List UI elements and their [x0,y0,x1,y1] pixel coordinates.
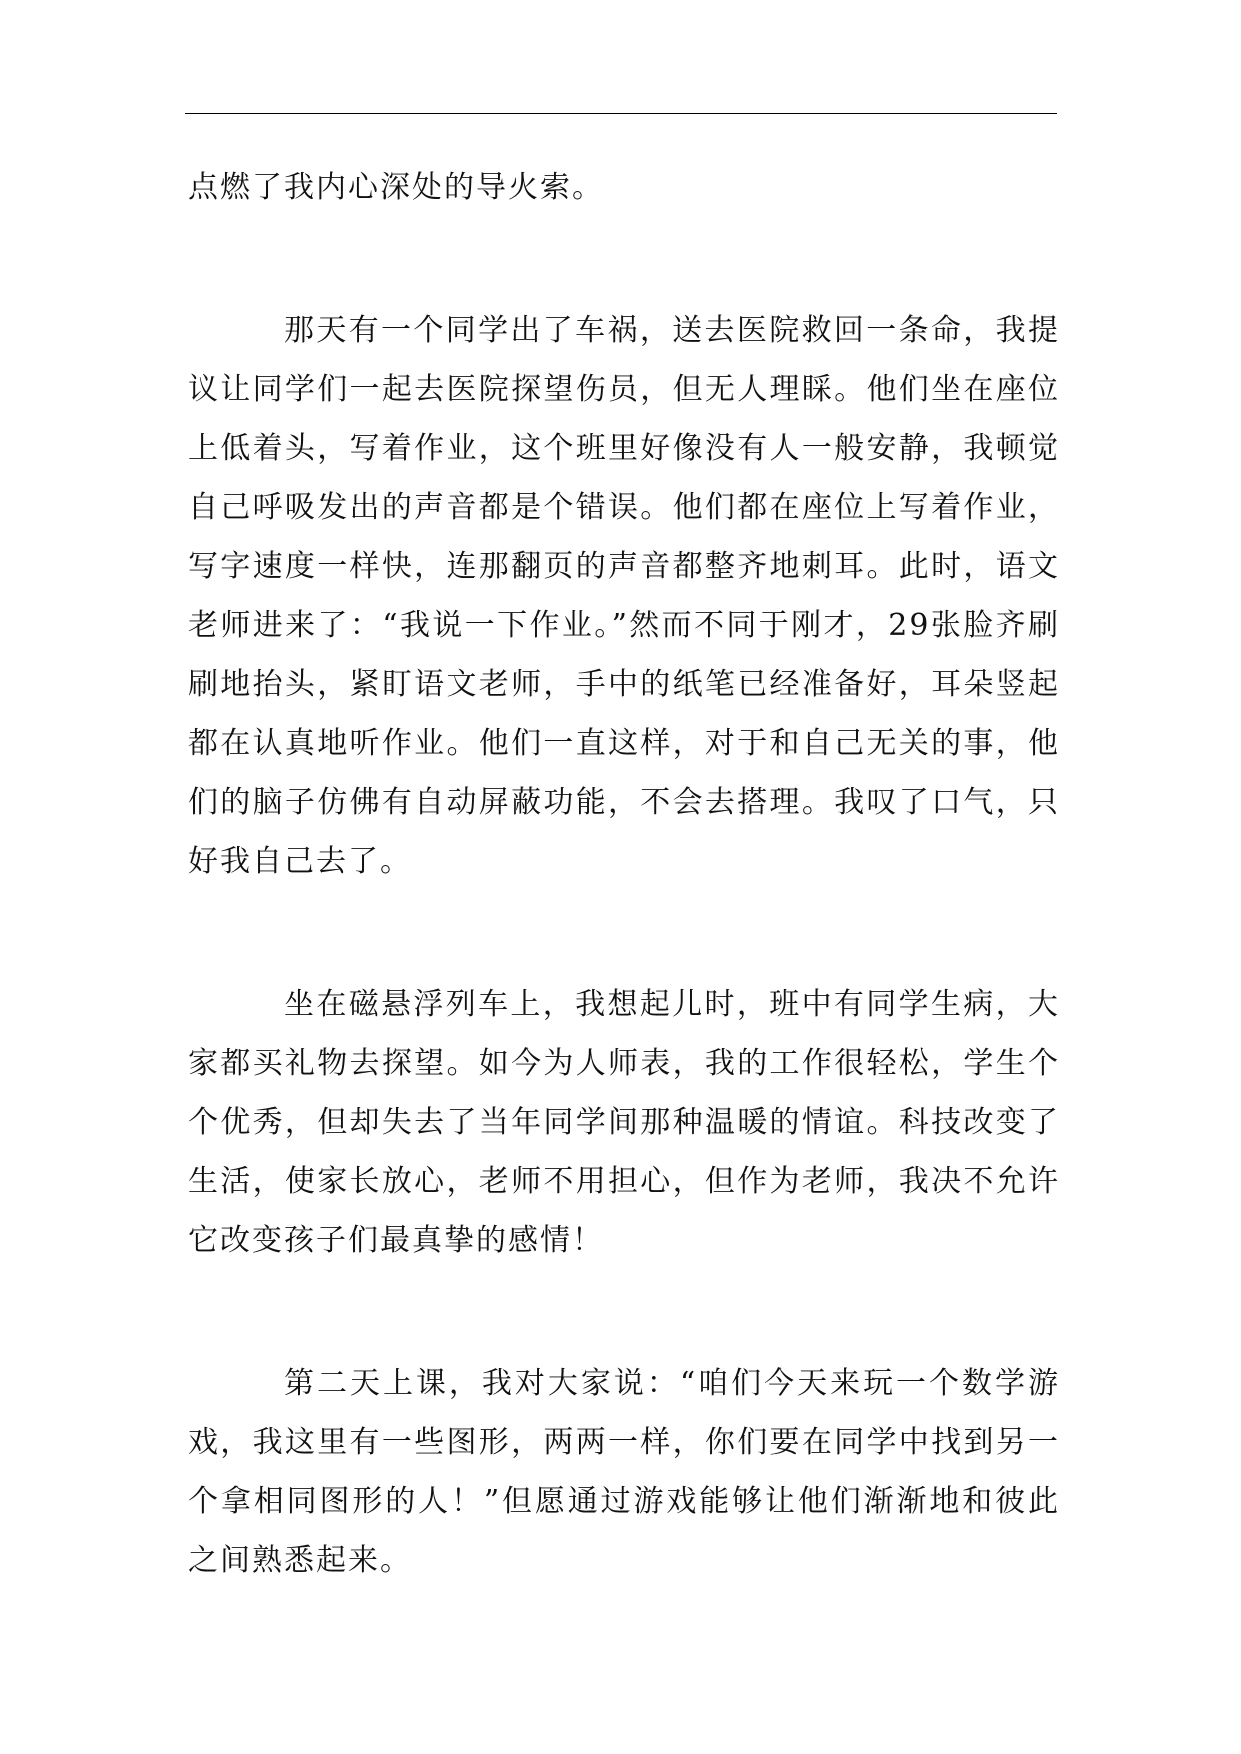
paragraph-4: 第二天上课，我对大家说：“咱们今天来玩一个数学游戏，我这里有一些图形，两两一样，你们要在同学中找到另一个拿相同图形的人！”但愿通过游戏能够让他们渐渐地和彼此之间熟悉起来。 [188,1366,1060,1578]
paragraph-1: 点燃了我内心深处的导火索。 [188,170,604,205]
paragraph-3: 坐在磁悬浮列车上，我想起儿时，班中有同学生病，大家都买礼物去探望。如今为人师表，我的工作很轻松，学生个个优秀，但却失去了当年同学间那种温暖的情谊。科技改变了生活，使家长放心，老师不用担心，但作为老师，我决不允许它改变孩子们最真挚的感情！ [188,987,1060,1258]
document-body [188,158,1060,1590]
header-rule [185,113,1057,114]
paragraph-2: 那天有一个同学出了车祸，送去医院救回一条命，我提议让同学们一起去医院探望伤员，但无人理睬。他们坐在座位上低着头，写着作业，这个班里好像没有人一般安静，我顿觉自己呼吸发出的声音都是个错误。他们都在座位上写着作业，写字速度一样快，连那翻页的声音都整齐地刺耳。此时，语文老师进来了：“我说一下作业。”然而不同于刚才，29张脸齐刷刷地抬头，紧盯语文老师，手中的纸笔已经准备好，耳朵竖起都在认真地听作业。他们一直这样，对于和自己无关的事，他们的脑子仿佛有自动屏蔽功能，不会去搭理。我叹了口气，只好我自己去了。 [188,313,1060,879]
